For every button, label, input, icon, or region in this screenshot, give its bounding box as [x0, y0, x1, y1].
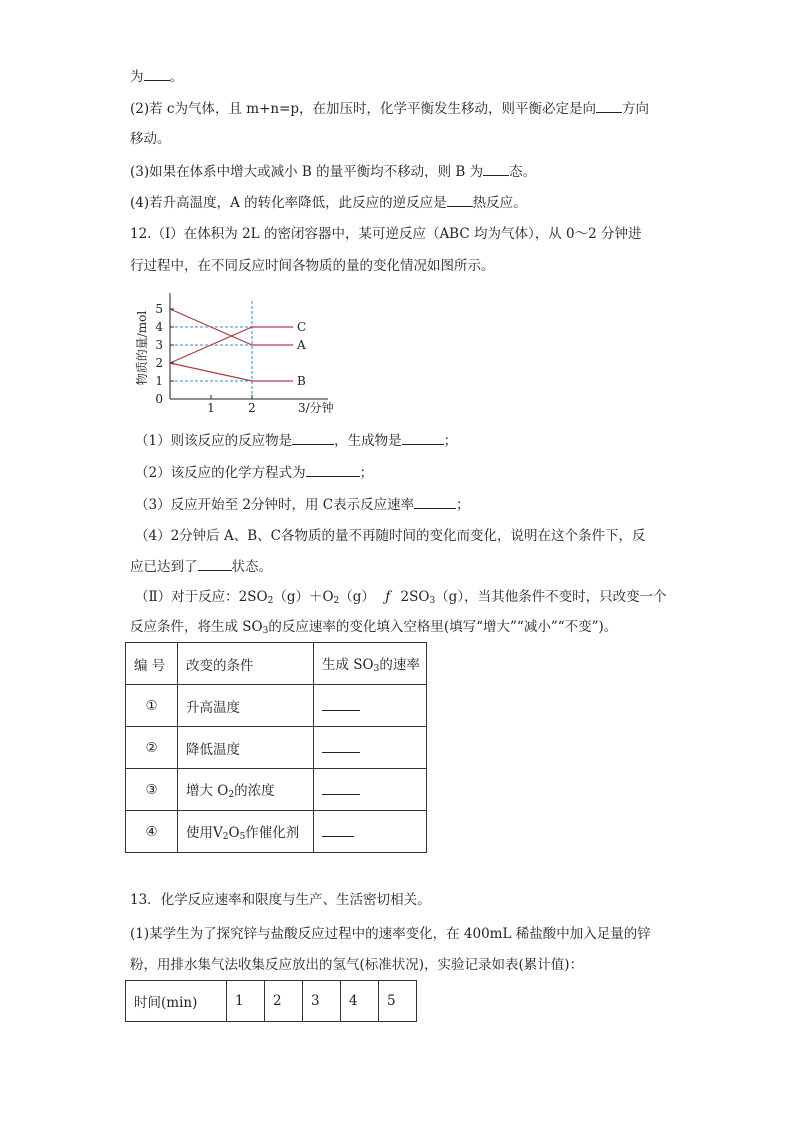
answer-blank[interactable] — [596, 98, 622, 113]
subscript: 5 — [239, 832, 246, 842]
text: （g） — [339, 589, 375, 605]
text: 13．化学反应速率和限度与生产、生活密切相关。 — [130, 892, 431, 908]
q11-continued-line — [130, 66, 183, 87]
series-line-b — [170, 363, 293, 381]
row-answer — [314, 811, 427, 853]
text: 2SO — [400, 589, 430, 605]
row-cond: 降低温度 — [178, 727, 314, 769]
amount-time-chart — [130, 288, 350, 418]
series-labels — [296, 320, 306, 388]
y-tick-label: 3 — [155, 338, 163, 352]
text: ； — [456, 497, 470, 513]
answer-blank[interactable] — [292, 430, 334, 445]
text: 的速率 — [379, 657, 420, 673]
text: 移动。 — [130, 131, 171, 147]
equilibrium-arrow: ƒ — [385, 589, 391, 605]
q12-intro-cont — [130, 256, 495, 276]
q11-part2 — [130, 98, 649, 119]
time-value: 2 — [265, 981, 303, 1022]
answer-blank[interactable] — [322, 738, 360, 753]
q12-s4-cont — [130, 556, 272, 577]
subscript: 2 — [228, 790, 235, 800]
q13-part1 — [130, 924, 651, 944]
table-row — [126, 981, 417, 1022]
table-row — [126, 769, 427, 811]
text: 态。 — [509, 164, 537, 180]
text: 的反应速率的变化填入空格里(填写“增大”“减小”“不变”)。 — [268, 619, 618, 635]
text: 粉，用排水集气法收集反应放出的氢气(标准状况)，实验记录如表(累计值)： — [130, 957, 584, 973]
time-label: 时间(min) — [126, 981, 227, 1022]
time-value: 3 — [303, 981, 341, 1022]
q12-s1 — [135, 430, 457, 451]
text: 状态。 — [231, 559, 272, 575]
time-value: 5 — [379, 981, 417, 1022]
x-tick-label: 1 — [207, 401, 215, 415]
q12-s3 — [135, 494, 470, 515]
text: 使用V — [186, 825, 223, 841]
answer-blank[interactable] — [414, 494, 456, 509]
text: (4)若升高温度，A 的转化率降低，此反应的逆反应是 — [130, 195, 447, 211]
text: 。 — [169, 69, 183, 85]
rate-table — [125, 642, 427, 853]
y-tick-label: 5 — [155, 302, 163, 316]
answer-blank[interactable] — [483, 161, 509, 176]
text: 应已达到了 — [130, 559, 198, 575]
header-rate — [314, 643, 427, 685]
answer-blank[interactable] — [322, 822, 354, 837]
answer-blank[interactable] — [447, 192, 473, 207]
table-row — [126, 811, 427, 853]
row-answer — [314, 685, 427, 727]
row-answer — [314, 769, 427, 811]
text: O — [228, 825, 240, 841]
time-value: 4 — [341, 981, 379, 1022]
header-num: 编 号 — [126, 643, 178, 685]
text: 为 — [130, 69, 144, 85]
text: (3)如果在体系中增大或减小 B 的量平衡均不移动，则 B 为 — [130, 164, 484, 180]
text: （g），当其他条件不变时，只改变一个 — [435, 589, 667, 605]
subscript: 3 — [429, 596, 436, 606]
y-tick-label: 1 — [155, 374, 163, 388]
answer-blank[interactable] — [144, 66, 170, 81]
q13-part1-cont — [130, 955, 583, 975]
table-row — [126, 685, 427, 727]
table-header-row — [126, 643, 427, 685]
text: 作催化剂 — [245, 825, 300, 841]
y-axis-label: 物质的量/mol — [135, 310, 149, 386]
text: 行过程中，在不同反应时间各物质的量的变化情况如图所示。 — [130, 258, 495, 274]
text: ； — [359, 465, 374, 481]
text: 增大 O — [186, 783, 229, 799]
q12-s4 — [135, 526, 645, 546]
q11-part2-cont — [130, 129, 171, 149]
x-axis-label: 3/分钟 — [298, 401, 334, 415]
time-table — [125, 980, 417, 1022]
subscript: 3 — [373, 664, 380, 674]
text: 方向 — [622, 101, 650, 117]
text: （Ⅱ）对于反应：2SO — [135, 589, 268, 605]
q11-part4 — [130, 192, 527, 213]
text: （3）反应开始至 2分钟时，用 C表示反应速率 — [135, 497, 415, 513]
answer-blank[interactable] — [402, 430, 444, 445]
text: 的浓度 — [234, 783, 275, 799]
q12-s2 — [135, 462, 373, 483]
text: ； — [443, 433, 458, 449]
text: 热反应。 — [472, 195, 527, 211]
text: 反应条件，将生成 SO — [130, 619, 263, 635]
text: （4）2分钟后 A、B、C各物质的量不再随时间的变化而变化，说明在这个条件下，反 — [135, 528, 646, 544]
row-cond — [178, 811, 314, 853]
row-answer — [314, 727, 427, 769]
text: （1）则该反应的反应物是 — [135, 433, 293, 449]
subscript: 2 — [333, 596, 340, 606]
q11-part3 — [130, 161, 536, 182]
answer-blank[interactable] — [306, 462, 360, 477]
q13-title — [130, 890, 431, 910]
text: (2)若 c为气体，且 m+n=p，在加压时，化学平衡发生移动，则平衡必定是向 — [130, 101, 597, 117]
text: （g）＋O — [273, 589, 334, 605]
subscript: 2 — [222, 832, 229, 842]
y-tick-label: 0 — [155, 392, 163, 406]
time-value: 1 — [227, 981, 265, 1022]
y-tick-label: 4 — [155, 320, 163, 334]
answer-blank[interactable] — [322, 780, 360, 795]
q12-part2-intro — [135, 587, 667, 611]
row-num: ④ — [126, 811, 178, 853]
q12-intro — [130, 224, 642, 244]
row-cond: 升高温度 — [178, 685, 314, 727]
text: (1)某学生为了探究锌与盐酸反应过程中的速率变化，在 400mL 稀盐酸中加入足量的锌 — [130, 926, 651, 942]
row-num: ② — [126, 727, 178, 769]
series-label-b: B — [297, 374, 306, 388]
series-label-c: C — [297, 320, 307, 334]
subscript: 2 — [267, 596, 274, 606]
x-tick-label: 2 — [248, 401, 256, 415]
answer-blank[interactable] — [322, 696, 360, 711]
q12-part2-intro-cont — [130, 617, 617, 641]
row-num: ① — [126, 685, 178, 727]
subscript: 3 — [262, 626, 269, 636]
text: 12.（Ⅰ）在体积为 2L 的密闭容器中，某可逆反应（ABC 均为气体），从 0～2 分钟进 — [130, 226, 642, 242]
row-num: ③ — [126, 769, 178, 811]
answer-blank[interactable] — [198, 556, 232, 571]
y-tick-label: 2 — [155, 356, 163, 370]
table-row — [126, 727, 427, 769]
row-cond — [178, 769, 314, 811]
text: 生成 SO — [322, 657, 374, 673]
header-cond: 改变的条件 — [178, 643, 314, 685]
text: （2）该反应的化学方程式为 — [135, 465, 306, 481]
series-label-a: A — [297, 338, 306, 352]
text: ，生成物是 — [334, 433, 402, 449]
